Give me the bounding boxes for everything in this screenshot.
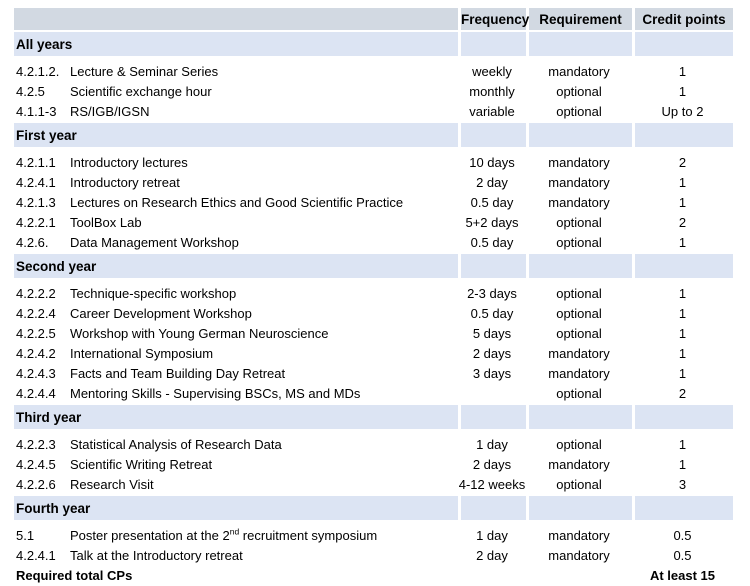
course-title-text: recruitment symposium (239, 527, 378, 543)
section-title: First year (14, 123, 458, 147)
course-code: 4.1.1-3 (16, 103, 57, 119)
course-requirement: mandatory (548, 194, 610, 210)
section-requirement-cell (526, 32, 632, 56)
course-frequency: 0.5 day (470, 234, 514, 250)
table-row (14, 283, 733, 303)
course-frequency: 4-12 weeks (458, 476, 526, 492)
section-frequency-cell (458, 405, 526, 429)
table-row (14, 172, 733, 192)
course-code: 4.2.2.6 (16, 476, 56, 492)
course-title: Data Management Workshop (70, 234, 239, 250)
course-frequency (458, 383, 526, 403)
table-row (14, 525, 733, 545)
course-requirement: optional (556, 305, 602, 321)
course-frequency: 2 day (476, 174, 508, 190)
course-frequency: 5 days (472, 325, 512, 341)
section-credit-cell (632, 32, 733, 56)
section-credit-cell (632, 405, 733, 429)
course-code: 5.1 (16, 527, 35, 543)
course-credit: 1 (678, 83, 687, 99)
course-requirement: optional (556, 325, 602, 341)
course-code: 4.2.2.4 (16, 305, 56, 321)
section-frequency-cell (458, 496, 526, 520)
course-title: ToolBox Lab (70, 214, 142, 230)
section-title: All years (14, 32, 458, 56)
course-title (70, 525, 458, 545)
course-credit: 1 (678, 234, 687, 250)
course-title: Lectures on Research Ethics and Good Scientific Practice (70, 194, 404, 210)
course-requirement: optional (556, 385, 602, 401)
section-title: Fourth year (14, 496, 458, 520)
section-frequency-cell (458, 32, 526, 56)
course-frequency: 5+2 days (465, 214, 519, 230)
course-title: Statistical Analysis of Research Data (70, 436, 282, 452)
column-header-frequency: Frequency (458, 8, 526, 30)
course-frequency: 3 days (472, 365, 512, 381)
credit-points-table (14, 8, 733, 585)
course-requirement: optional (556, 214, 602, 230)
footer-credit-total: At least 15 (649, 567, 716, 583)
section-header-row (14, 496, 733, 520)
section-header-row (14, 254, 733, 278)
table-footer-row (14, 565, 733, 585)
column-header-credit-points: Credit points (632, 8, 733, 30)
course-title: Research Visit (70, 476, 154, 492)
course-code: 4.2.2.2 (16, 285, 56, 301)
course-credit: 1 (678, 285, 687, 301)
course-title: Scientific Writing Retreat (70, 456, 213, 472)
course-requirement: optional (556, 476, 602, 492)
table-row (14, 454, 733, 474)
course-title: RS/IGB/IGSN (70, 103, 150, 119)
table-row (14, 474, 733, 494)
table-row (14, 545, 733, 565)
course-frequency: monthly (469, 83, 515, 99)
section-requirement-cell (526, 405, 632, 429)
course-frequency: 2 days (472, 456, 512, 472)
course-credit: 1 (678, 63, 687, 79)
section-title: Third year (14, 405, 458, 429)
course-requirement: optional (556, 436, 602, 452)
course-credit: 2 (678, 385, 687, 401)
course-requirement: mandatory (548, 456, 610, 472)
section-frequency-cell (458, 123, 526, 147)
course-code: 4.2.2.3 (16, 436, 56, 452)
course-requirement: optional (556, 285, 602, 301)
section-title: Second year (14, 254, 458, 278)
course-title: Introductory lectures (70, 154, 188, 170)
course-title: International Symposium (70, 345, 214, 361)
table-row (14, 81, 733, 101)
course-code: 4.2.1.3 (16, 194, 56, 210)
course-code: 4.2.4.5 (16, 456, 56, 472)
table-row (14, 363, 733, 383)
course-title: Introductory retreat (70, 174, 180, 190)
course-credit: 1 (678, 325, 687, 341)
ordinal-superscript: nd (229, 526, 240, 537)
course-code: 4.2.4.3 (16, 365, 56, 381)
section-requirement-cell (526, 123, 632, 147)
footer-requirement-cell (526, 565, 632, 585)
table-header-row (14, 8, 733, 30)
course-title: Career Development Workshop (70, 305, 252, 321)
course-title: Lecture & Seminar Series (70, 63, 219, 79)
section-header-row (14, 32, 733, 56)
course-credit: 3 (678, 476, 687, 492)
course-credit: Up to 2 (661, 103, 704, 119)
course-frequency: 10 days (469, 154, 515, 170)
section-header-row (14, 405, 733, 429)
section-credit-cell (632, 123, 733, 147)
column-header-requirement: Requirement (526, 8, 632, 30)
course-credit: 1 (678, 436, 687, 452)
section-frequency-cell (458, 254, 526, 278)
section-credit-cell (632, 254, 733, 278)
course-requirement: optional (556, 234, 602, 250)
course-code: 4.2.4.2 (16, 345, 56, 361)
section-requirement-cell (526, 496, 632, 520)
course-credit: 0.5 (673, 547, 692, 563)
course-title: Scientific exchange hour (70, 83, 212, 99)
course-code: 4.2.6. (16, 234, 49, 250)
course-title-text: Poster presentation at the 2 (70, 527, 230, 543)
course-code: 4.2.4.1 (16, 174, 56, 190)
course-requirement: optional (556, 83, 602, 99)
course-requirement: mandatory (548, 154, 610, 170)
section-requirement-cell (526, 254, 632, 278)
course-code: 4.2.4.4 (16, 385, 56, 401)
course-frequency: weekly (472, 63, 512, 79)
course-title: Mentoring Skills - Supervising BSCs, MS and MDs (70, 385, 361, 401)
course-code: 4.2.2.1 (16, 214, 56, 230)
course-frequency: 1 day (476, 527, 508, 543)
table-row (14, 61, 733, 81)
table-row (14, 101, 733, 121)
course-code: 4.2.4.1 (16, 547, 56, 563)
section-header-row (14, 123, 733, 147)
course-title: Talk at the Introductory retreat (70, 547, 243, 563)
course-frequency: variable (469, 103, 515, 119)
course-code: 4.2.1.2. (16, 63, 60, 79)
table-row (14, 152, 733, 172)
table-row (14, 303, 733, 323)
course-credit: 1 (678, 174, 687, 190)
course-title: Technique-specific workshop (70, 285, 237, 301)
course-credit: 0.5 (673, 527, 692, 543)
footer-label: Required total CPs (16, 567, 133, 583)
section-credit-cell (632, 496, 733, 520)
course-credit: 2 (678, 214, 687, 230)
course-code: 4.2.1.1 (16, 154, 56, 170)
table-row (14, 434, 733, 454)
course-credit: 1 (678, 365, 687, 381)
course-requirement: mandatory (548, 345, 610, 361)
header-empty-cell (14, 8, 458, 30)
course-frequency: 1 day (476, 436, 508, 452)
course-credit: 1 (678, 305, 687, 321)
course-requirement: mandatory (548, 365, 610, 381)
table-row (14, 232, 733, 252)
course-title: Facts and Team Building Day Retreat (70, 365, 286, 381)
course-code: 4.2.5 (16, 83, 45, 99)
course-frequency: 2 days (472, 345, 512, 361)
course-credit: 1 (678, 194, 687, 210)
course-frequency: 0.5 day (470, 194, 514, 210)
footer-frequency-cell (458, 565, 526, 585)
table-row (14, 343, 733, 363)
course-requirement: mandatory (548, 527, 610, 543)
table-row (14, 212, 733, 232)
course-title: Workshop with Young German Neuroscience (70, 325, 329, 341)
course-frequency: 2 day (476, 547, 508, 563)
course-requirement: mandatory (548, 63, 610, 79)
course-frequency: 2-3 days (467, 285, 517, 301)
course-credit: 1 (678, 456, 687, 472)
table-row (14, 192, 733, 212)
course-requirement: mandatory (548, 547, 610, 563)
course-frequency: 0.5 day (470, 305, 514, 321)
course-code: 4.2.2.5 (16, 325, 56, 341)
course-credit: 1 (678, 345, 687, 361)
course-requirement: optional (556, 103, 602, 119)
course-requirement: mandatory (548, 174, 610, 190)
table-row (14, 383, 733, 403)
course-credit: 2 (678, 154, 687, 170)
table-row (14, 323, 733, 343)
